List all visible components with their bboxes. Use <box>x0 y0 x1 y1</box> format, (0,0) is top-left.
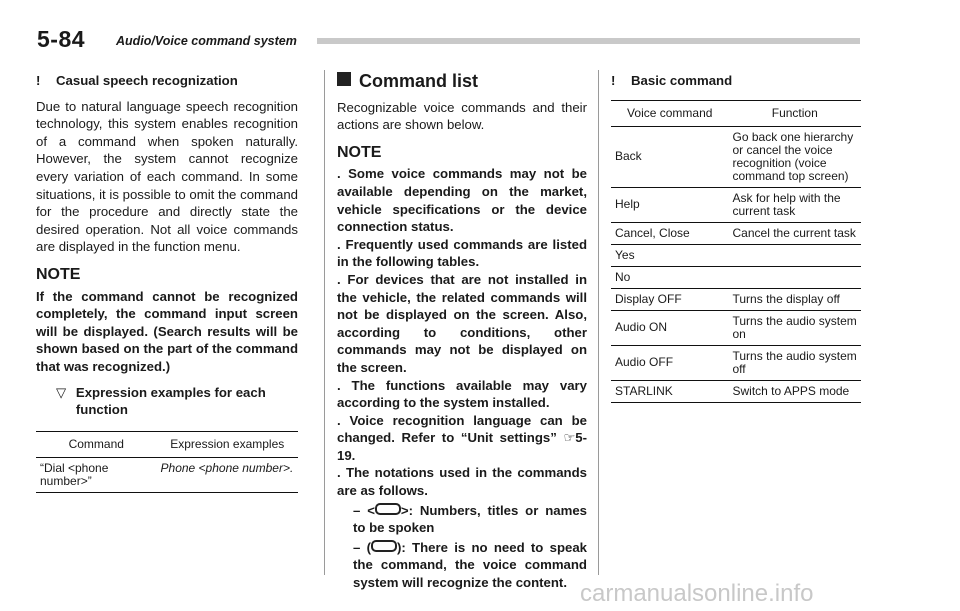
note-item: . The functions available may vary according to the system installed. <box>337 377 588 411</box>
bullet-icon: ! <box>36 73 41 88</box>
bullet-icon: ! <box>611 73 616 88</box>
watermark: carmanualsonline.info <box>580 580 814 607</box>
command-list-intro: Recognizable voice commands and their actions are shown below. <box>337 99 587 133</box>
expression-table <box>36 431 298 493</box>
column-middle <box>337 72 587 594</box>
note-item: . Some voice commands may not be available depending on the market, vehicle specifications or the device connection status. <box>337 166 587 235</box>
table-row <box>611 380 861 402</box>
table-cell: Yes <box>611 244 729 266</box>
table-row <box>611 187 861 222</box>
notation-item: – ( ): There is no need to speak the command, the voice command system will recognize the content. <box>353 539 588 591</box>
note-title: NOTE <box>337 143 382 161</box>
casual-heading: ! Casual speech recognization <box>36 73 238 88</box>
table-cell: No <box>611 266 729 288</box>
column-divider <box>598 70 599 575</box>
note-item: . Voice recognition language can be changed. Refer to “Unit settings” ☞5-19. <box>337 412 587 463</box>
table-header: Voice command <box>611 100 729 126</box>
square-bullet-icon <box>337 72 351 86</box>
column-right <box>611 72 861 403</box>
table-cell: Audio ON <box>611 310 729 345</box>
table-cell: Display OFF <box>611 288 729 310</box>
table-row <box>611 288 861 310</box>
table-row <box>611 222 861 244</box>
table-cell <box>729 244 862 266</box>
table-row <box>611 266 861 288</box>
placeholder-oval-icon <box>371 540 397 552</box>
table-cell: Help <box>611 187 729 222</box>
note-text: If the command cannot be recognized completely, the command input screen will be displayed. (Search results will be shown based on the part of the command that was recognized.) <box>36 288 298 374</box>
page-header <box>37 24 860 58</box>
placeholder-oval-icon <box>375 503 401 515</box>
table-cell: Turns the display off <box>729 288 862 310</box>
column-divider <box>324 70 325 575</box>
notation-item: – < >: Numbers, titles or names to be spoken <box>353 502 588 536</box>
table-row <box>611 126 861 187</box>
section-title: Audio/Voice command system <box>116 34 297 48</box>
table-cell <box>729 266 862 288</box>
table-cell: Ask for help with the current task <box>729 187 862 222</box>
table-cell: Cancel the current task <box>729 222 862 244</box>
table-cell: STARLINK <box>611 380 729 402</box>
table-row <box>36 457 298 492</box>
note-item: . The notations used in the commands are as follows. <box>337 465 587 499</box>
table-row <box>611 244 861 266</box>
table-cell: Switch to APPS mode <box>729 380 862 402</box>
table-header: Command <box>36 431 157 457</box>
note-item: . For devices that are not installed in the vehicle, the related commands will not be displayed on the screen. Also, according to conditions, other commands may not be displayed on the screen. <box>337 271 588 375</box>
table-cell: Turns the audio system on <box>729 310 862 345</box>
table-cell: Cancel, Close <box>611 222 729 244</box>
column-left <box>36 72 298 493</box>
table-cell: Audio OFF <box>611 345 729 380</box>
table-cell: Back <box>611 126 729 187</box>
table-row <box>611 310 861 345</box>
table-header: Expression examples <box>157 431 298 457</box>
table-cell: Go back one hierarchy or cancel the voice recognition (voice command top screen) <box>729 126 862 187</box>
basic-command-table <box>611 100 861 403</box>
reference-icon: ☞ <box>563 430 576 446</box>
note-title: NOTE <box>36 265 81 283</box>
header-rule <box>317 38 860 44</box>
note-item: . Frequently used commands are listed in the following tables. <box>337 236 588 270</box>
sub-heading: ▽ Expression examples for each function <box>56 384 266 418</box>
casual-paragraph: Due to natural language speech recognition technology, this system enables recognition of a command when spoken naturally. However, the system cannot recognize every variation of each command. In some situations, it is possible to omit the command for the procedure and directly state the desired operation. Not all voice commands are displayed in the function menu. <box>36 98 298 255</box>
table-cell: Turns the audio system off <box>729 345 862 380</box>
table-cell: Phone <phone number>. <box>157 457 298 492</box>
table-cell: “Dial <phone number>” <box>36 457 157 492</box>
table-row <box>611 345 861 380</box>
triangle-bullet-icon: ▽ <box>56 384 67 400</box>
command-list-heading: Command list <box>337 72 587 91</box>
basic-command-heading: ! Basic command <box>611 73 733 88</box>
table-header: Function <box>729 100 862 126</box>
page-number: 5-84 <box>37 26 86 52</box>
